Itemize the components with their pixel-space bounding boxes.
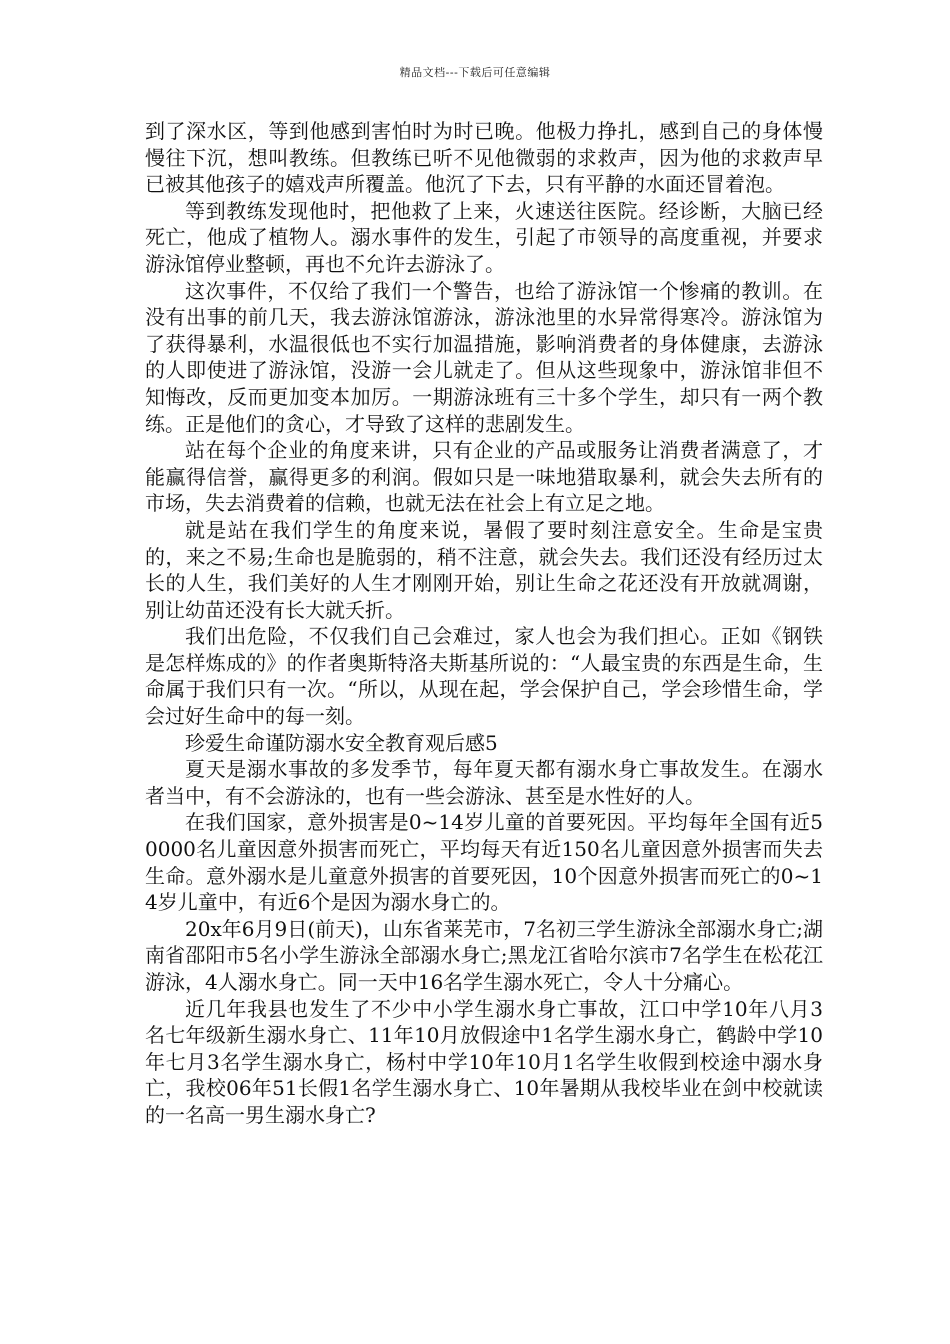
page-header: 精品文档---下载后可任意编辑	[399, 66, 551, 79]
paragraph: 近几年我县也发生了不少中小学生溺水身亡事故，江口中学10年八月3名七年级新生溺水身亡、11年10月放假途中1名学生溺水身亡，鹤龄中学10年七月3名学生溺水身亡，杨村中学10年10月1名学生收假到校途中溺水身亡，我校06年51长假1名学生溺水身亡、10年暑期从我校毕业在剑中校就读的一名高一男生溺水身亡?	[145, 996, 823, 1127]
section-heading: 珍爱生命谨防溺水安全教育观后感5	[185, 730, 498, 755]
document-body	[145, 118, 823, 1129]
paragraph: 站在每个企业的角度来讲，只有企业的产品或服务让消费者满意了，才能赢得信誉，赢得更多的利润。假如只是一味地猎取暴利，就会失去所有的市场，失去消费着的信赖，也就无法在社会上有立足之地。	[145, 438, 823, 516]
paragraph: 就是站在我们学生的角度来说，暑假了要时刻注意安全。生命是宝贵的，来之不易;生命也是脆弱的，稍不注意，就会失去。我们还没有经历过太长的人生，我们美好的人生才刚刚开始，别让生命之花还没有开放就凋谢，别让幼苗还没有长大就夭折。	[145, 517, 823, 622]
paragraph: 夏天是溺水事故的多发季节，每年夏天都有溺水身亡事故发生。在溺水者当中，有不会游泳的，也有一些会游泳、甚至是水性好的人。	[145, 757, 823, 808]
paragraph: 等到教练发现他时，把他救了上来，火速送往医院。经诊断，大脑已经死亡，他成了植物人。溺水事件的发生，引起了市领导的高度重视，并要求游泳馆停业整顿，再也不允许去游泳了。	[145, 198, 823, 276]
paragraph: 20x年6月9日(前天)，山东省莱芜市，7名初三学生游泳全部溺水身亡;湖南省邵阳市5名小学生游泳全部溺水身亡;黑龙江省哈尔滨市7名学生在松花江游泳，4人溺水身亡。同一天中16名学生溺水死亡，令人十分痛心。	[145, 916, 823, 994]
paragraph: 这次事件，不仅给了我们一个警告，也给了游泳馆一个惨痛的教训。在没有出事的前几天，我去游泳馆游泳，游泳池里的水异常得寒冷。游泳馆为了获得暴利，水温很低也不实行加温措施，影响消费者的身体健康，去游泳的人即使进了游泳馆，没游一会儿就走了。但从这些现象中，游泳馆非但不知悔改，反而更加变本加厉。一期游泳班有三十多个学生，却只有一两个教练。正是他们的贪心，才导致了这样的悲剧发生。	[145, 278, 823, 436]
paragraph: 在我们国家，意外损害是0~14岁儿童的首要死因。平均每年全国有近50000名儿童因意外损害而死亡，平均每天有近150名儿童因意外损害而失去生命。意外溺水是儿童意外损害的首要死因，10个因意外损害而死亡的0~14岁儿童中，有近6个是因为溺水身亡的。	[145, 810, 823, 915]
paragraph: 到了深水区，等到他感到害怕时为时已晚。他极力挣扎，感到自己的身体慢慢往下沉，想叫教练。但教练已听不见他微弱的求救声，因为他的求救声早已被其他孩子的嬉戏声所覆盖。他沉了下去，只有平静的水面还冒着泡。	[145, 119, 823, 197]
paragraph: 我们出危险，不仅我们自己会难过，家人也会为我们担心。正如《钢铁是怎样炼成的》的作者奥斯特洛夫斯基所说的：“人最宝贵的东西是生命，生命属于我们只有一次。“所以，从现在起，学会保护自己，学会珍惜生命，学会过好生命中的每一刻。	[145, 624, 823, 729]
